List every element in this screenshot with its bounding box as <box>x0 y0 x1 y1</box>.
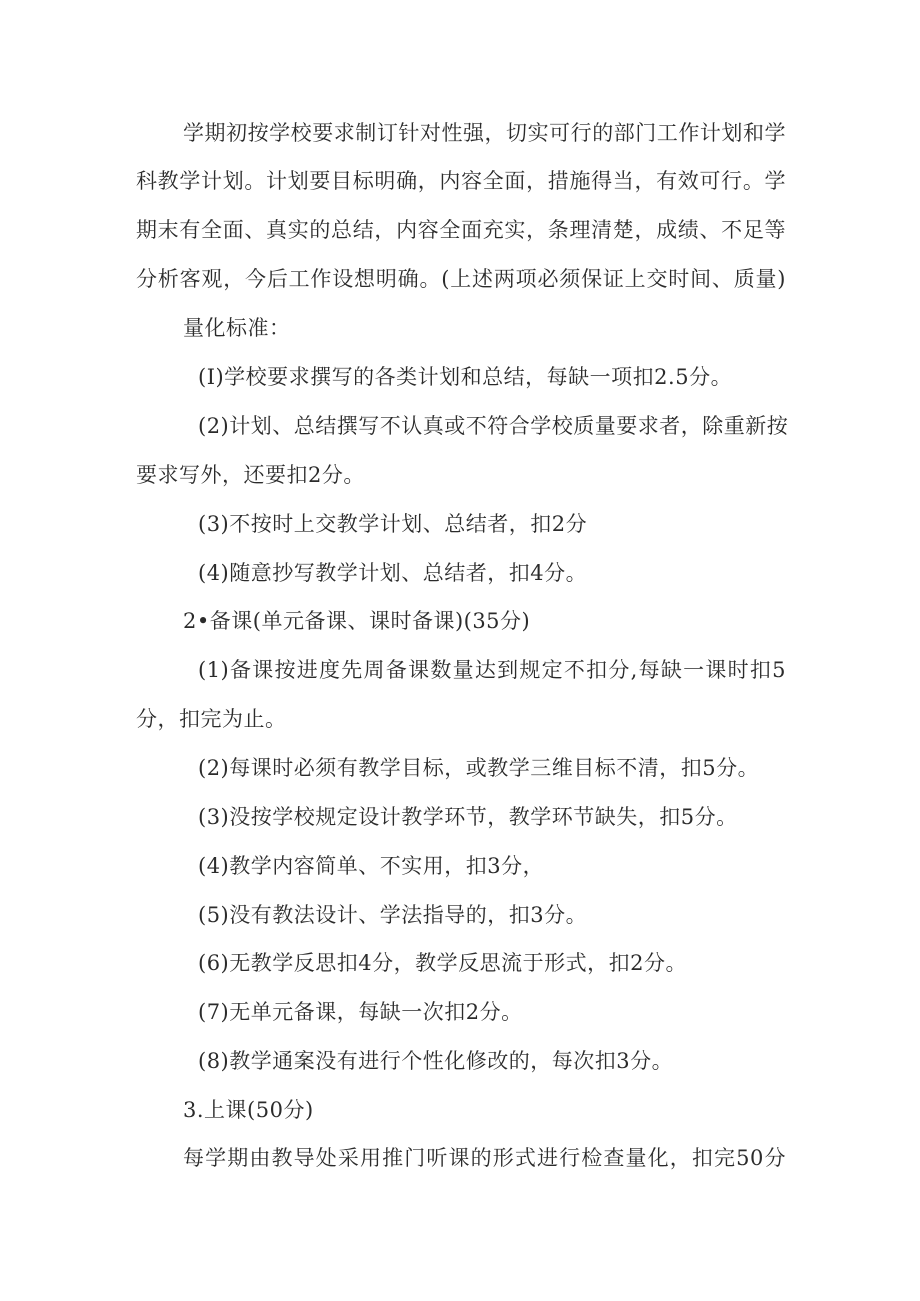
list-item: (7)无单元备课，每缺一次扣2分。 <box>198 1000 523 1024</box>
list-item-continuation: 要求写外，还要扣2分。 <box>136 463 365 487</box>
list-item: (3)没按学校规定设计教学环节，教学环节缺失，扣5分。 <box>198 805 738 829</box>
list-item: (1)备课按进度先周备课数量达到规定不扣分,每缺一课时扣5 <box>198 658 786 682</box>
list-item: (3)不按时上交教学计划、总结者，扣2分 <box>198 512 588 536</box>
list-item: (8)教学通案没有进行个性化修改的，每次扣3分。 <box>198 1049 674 1073</box>
list-item: (5)没有教法设计、学法指导的，扣3分。 <box>198 903 588 927</box>
section-heading: 2•备课(单元备课、课时备课)(35分) <box>183 609 531 633</box>
section-heading: 3.上课(50分) <box>183 1098 314 1122</box>
list-item: (4)随意抄写教学计划、总结者，扣4分。 <box>198 561 588 585</box>
list-item-continuation: 分，扣完为止。 <box>136 707 287 731</box>
list-item: (2)计划、总结撰写不认真或不符合学校质量要求者，除重新按 <box>198 414 789 438</box>
paragraph-line: 每学期由教导处采用推门听课的形式进行检查量化，扣完50分 <box>183 1146 786 1170</box>
list-item: (2)每课时必须有教学目标，或教学三维目标不清，扣5分。 <box>198 756 760 780</box>
list-item: (I)学校要求撰写的各类计划和总结，每缺一项扣2.5分。 <box>198 365 733 389</box>
paragraph-line: 期末有全面、真实的总结，内容全面充实，条理清楚，成绩、不足等 <box>136 218 786 242</box>
paragraph-line: 学期初按学校要求制订针对性强，切实可行的部门工作计划和学 <box>183 121 786 145</box>
list-item: (6)无教学反思扣4分，教学反思流于形式，扣2分。 <box>198 951 687 975</box>
list-item: (4)教学内容简单、不实用，扣3分， <box>198 854 545 878</box>
paragraph-line: 分析客观，今后工作设想明确。(上述两项必须保证上交时间、质量) <box>136 267 786 291</box>
paragraph-line: 科教学计划。计划要目标明确，内容全面，措施得当，有效可行。学 <box>136 169 786 193</box>
section-heading: 量化标准： <box>183 316 291 340</box>
